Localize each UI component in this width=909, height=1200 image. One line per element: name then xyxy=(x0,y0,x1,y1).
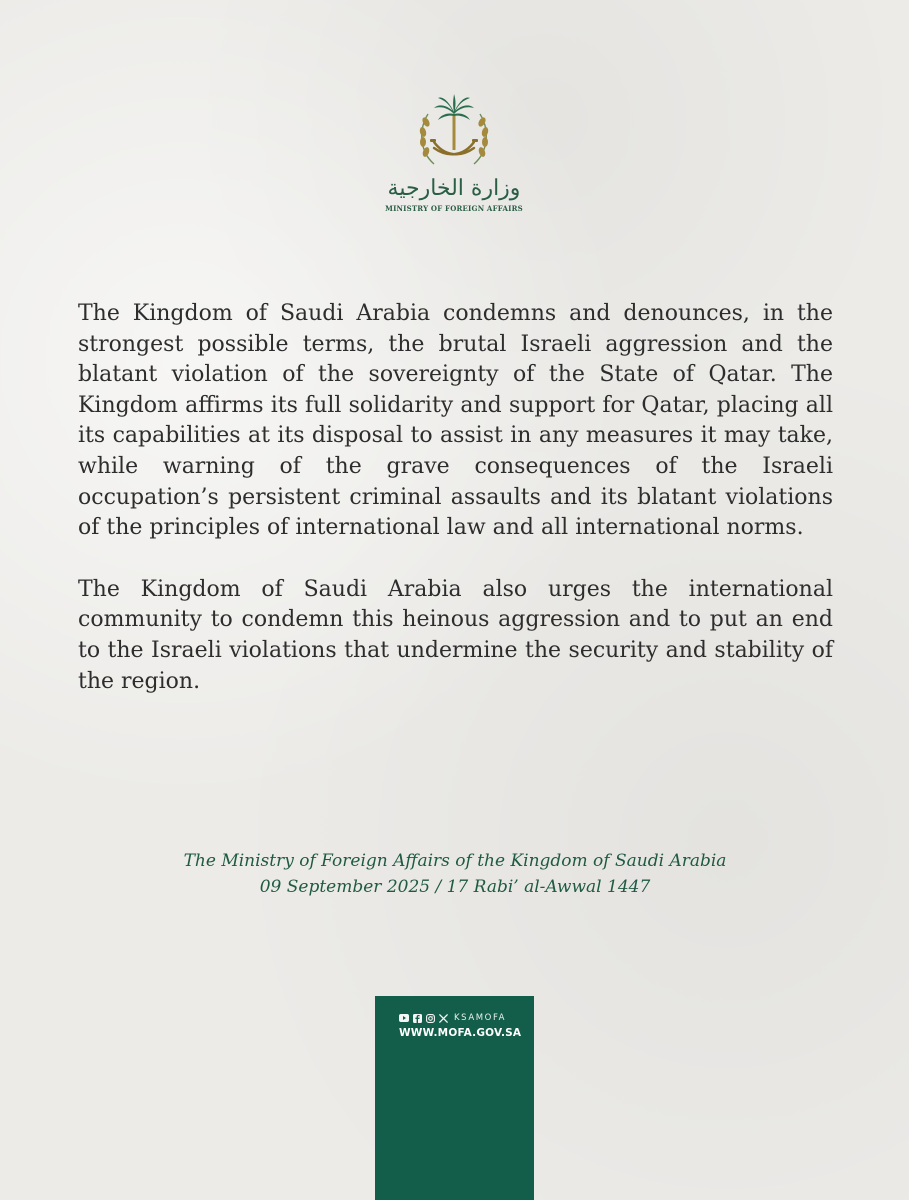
signature-issuer: The Ministry of Foreign Affairs of the Kingdom of Saudi Arabia xyxy=(183,851,727,871)
footer-panel xyxy=(375,996,534,1200)
statement-body xyxy=(78,299,833,697)
signature-block xyxy=(70,848,840,900)
statement-paragraph: The Kingdom of Saudi Arabia also urges the international community to condemn this heinous aggression and to put an end to the Israeli violations that undermine the security and stability of the region. xyxy=(78,576,833,694)
logo-arabic-wordmark: وزارة الخارجية xyxy=(387,176,521,201)
youtube-icon[interactable] xyxy=(399,1013,409,1023)
emblem-icon xyxy=(412,92,496,176)
social-links xyxy=(399,1013,506,1023)
facebook-icon[interactable] xyxy=(412,1013,422,1023)
website-link[interactable]: WWW.MOFA.GOV.SA xyxy=(399,1027,522,1039)
logo-english-wordmark: MINISTRY OF FOREIGN AFFAIRS xyxy=(385,204,523,213)
statement-paragraph: The Kingdom of Saudi Arabia condemns and denounces, in the strongest possible terms, the brutal Israeli aggression and the blatant violation of the sovereignty of the State of Qatar. The Kingdom affirms its full solidarity and support for Qatar, placing all its capabilities at its disposal to assist in any measures it may take, while warning of the grave consequences of the Israeli occupation’s persistent criminal assaults and its blatant violations of the principles of international law and all international norms. xyxy=(78,301,833,541)
x-icon[interactable] xyxy=(438,1013,448,1023)
signature-date: 09 September 2025 / 17 Rabi’ al-Awwal 1447 xyxy=(259,877,651,897)
social-handle[interactable]: KSAMOFA xyxy=(454,1013,507,1023)
instagram-icon[interactable] xyxy=(425,1013,435,1023)
ministry-logo xyxy=(379,92,529,222)
